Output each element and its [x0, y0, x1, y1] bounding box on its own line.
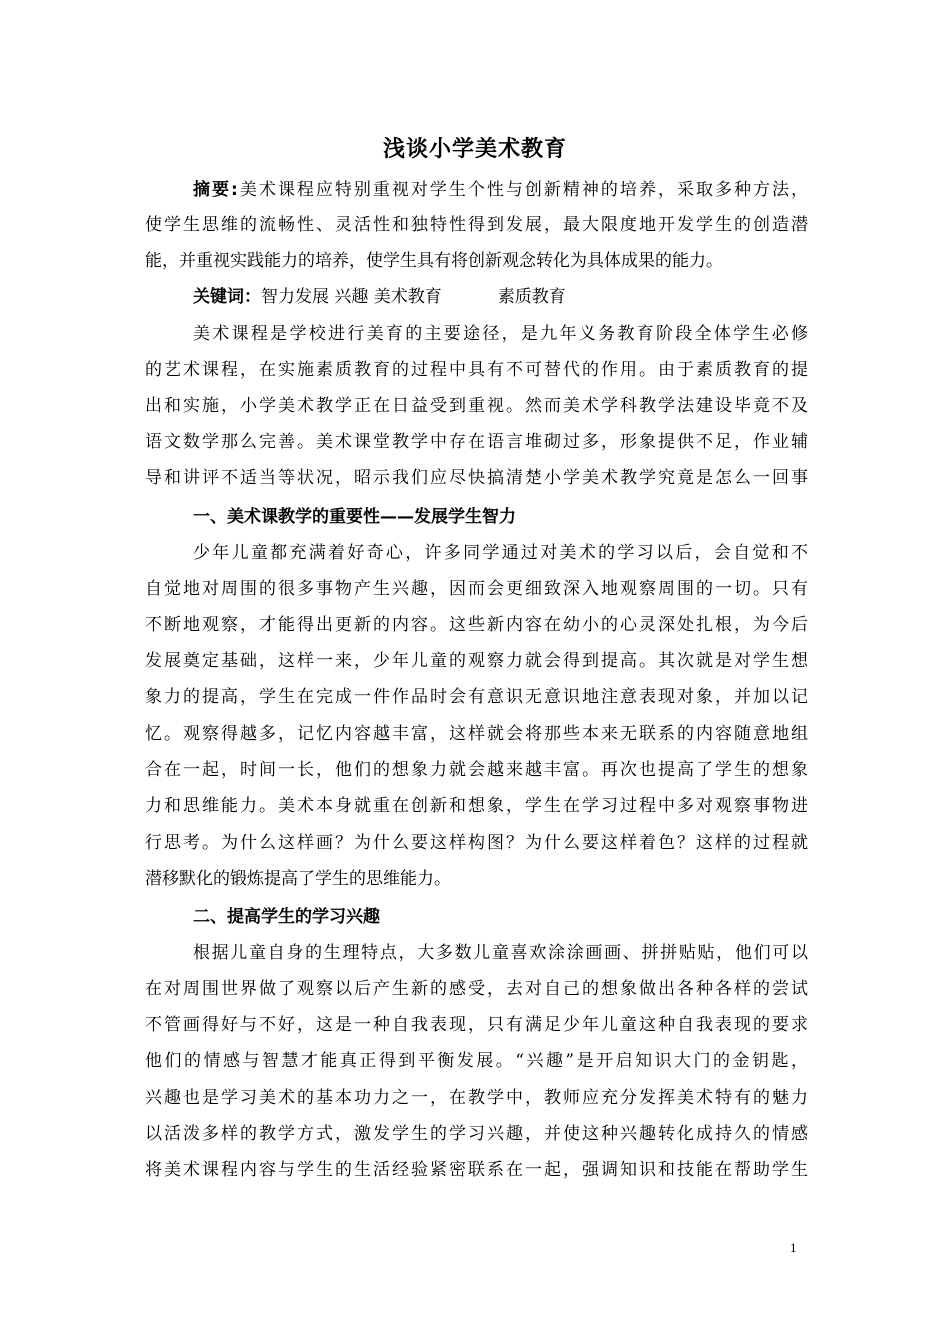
- intro-line-1: 美术课程是学校进行美育的主要途径，是九年义务教育阶段全体学生必修: [193, 324, 808, 344]
- section-1-heading: 一、美术课教学的重要性——发展学生智力: [193, 507, 516, 527]
- section-2-line-1: 根据儿童自身的生理特点，大多数儿童喜欢涂涂画画、拼拼贴贴，他们可以: [193, 943, 808, 963]
- section-2-heading: 二、提高学生的学习兴趣: [193, 907, 380, 927]
- abstract-label: 摘要:: [193, 180, 238, 200]
- keywords-items: 智力发展 兴趣 美术教育: [261, 287, 442, 307]
- intro-line-5: 导和讲评不适当等状况，昭示我们应尽快搞清楚小学美术教学究竟是怎么一回事: [145, 468, 808, 488]
- keywords-extra: 素质教育: [497, 287, 566, 307]
- abstract-line-3: 能，并重视实践能力的培养，使学生具有将创新观念转化为具体成果的能力。: [145, 251, 723, 271]
- intro-line-4: 语文数学那么完善。美术课堂教学中存在语言堆砌过多，形象提供不足，作业辅: [145, 432, 808, 452]
- section-1-line-4: 发展奠定基础，这样一来，少年儿童的观察力就会得到提高。其次就是对学生想: [145, 651, 808, 671]
- section-2-line-3: 不管画得好与不好，这是一种自我表现，只有满足少年儿童这种自我表现的要求: [145, 1015, 808, 1035]
- keywords-line: [193, 279, 808, 315]
- section-1-line-10: 潜移默化的锻炼提高了学生的思维能力。: [145, 869, 451, 889]
- section-1-line-7: 合在一起，时间一长，他们的想象力就会越来越丰富。再次也提高了学生的想象: [145, 760, 808, 780]
- page-number: 1: [790, 1240, 797, 1255]
- section-2-line-6: 以活泼多样的教学方式，激发学生的学习兴趣，并使这种兴趣转化成持久的情感: [145, 1124, 808, 1144]
- intro-line-3: 出和实施，小学美术教学正在日益受到重视。然而美术学科教学法建设毕竟不及: [145, 396, 808, 416]
- section-1-line-2: 自觉地对周围的很多事物产生兴趣，因而会更细致深入地观察周围的一切。只有: [145, 579, 808, 599]
- section-2-line-2: 在对周围世界做了观察以后产生新的感受，去对自己的想象做出各种各样的尝试: [145, 979, 808, 999]
- section-1-line-8: 力和思维能力。美术本身就重在创新和想象，学生在学习过程中多对观察事物进: [145, 796, 808, 816]
- section-2-line-4: 他们的情感与智慧才能真正得到平衡发展。“兴趣”是开启知识大门的金钥匙，: [145, 1051, 808, 1071]
- section-1-line-5: 象力的提高，学生在完成一件作品时会有意识无意识地注意表现对象，并加以记: [145, 687, 808, 707]
- section-1-line-9: 行思考。为什么这样画？为什么要这样构图？为什么要这样着色？这样的过程就: [145, 833, 808, 853]
- section-1-line-1: 少年儿童都充满着好奇心，许多同学通过对美术的学习以后，会自觉和不: [193, 543, 808, 563]
- document-title: 浅谈小学美术教育: [382, 137, 567, 162]
- intro-line-2: 的艺术课程，在实施素质教育的过程中具有不可替代的作用。由于素质教育的提: [145, 360, 808, 380]
- section-2-line-7: 将美术课程内容与学生的生活经验紧密联系在一起，强调知识和技能在帮助学生: [145, 1160, 808, 1180]
- abstract-line-2: 使学生思维的流畅性、灵活性和独特性得到发展，最大限度地开发学生的创造潜: [145, 215, 808, 235]
- abstract-text: 美术课程应特别重视对学生个性与创新精神的培养，采取多种方法，: [237, 180, 808, 200]
- section-2-line-5: 兴趣也是学习美术的基本功力之一，在教学中，教师应充分发挥美术特有的魅力: [145, 1088, 808, 1108]
- section-1-line-3: 不断地观察，才能得出更新的内容。这些新内容在幼小的心灵深处扎根，为今后: [145, 615, 808, 635]
- keywords-label: 关键词：: [193, 287, 261, 307]
- abstract-line-1: [193, 172, 808, 208]
- section-1-line-6: 忆。观察得越多，记忆内容越丰富，这样就会将那些本来无联系的内容随意地组: [145, 724, 808, 744]
